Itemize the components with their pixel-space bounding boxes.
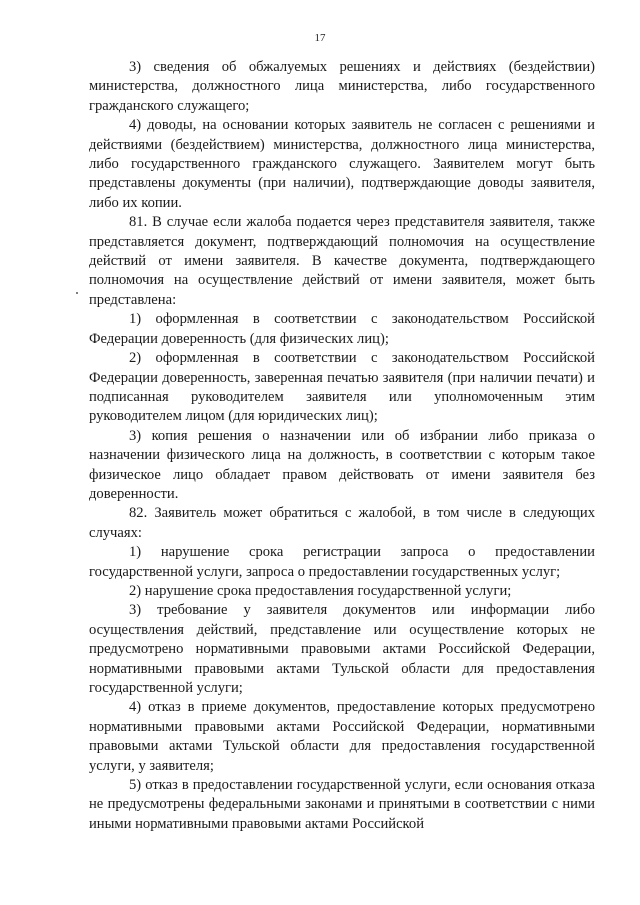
- paragraph-clause-81-item-2: 2) оформленная в соответствии с законодательством Российской Федерации доверенность, заверенная печатью заявителя (при наличии печати) и подписанная руководителем заявителя или уполномоченным этим руководителем лицом (для юридических лиц);: [89, 350, 595, 425]
- paragraph-clause-82-item-1: 1) нарушение срока регистрации запроса о предоставлении государственной услуги, запроса о предоставлении государственных услуг;: [89, 544, 595, 580]
- paragraph-clause-82-item-2: 2) нарушение срока предоставления государственной услуги;: [129, 582, 512, 599]
- page-number: 17: [314, 32, 326, 44]
- paragraph-clause-81-item-3: 3) копия решения о назначении или об избрании либо приказа о назначении физического лица на должность, в соответствии с которым такое физическое лицо обладает правом действовать от имени заявителя без доверенности.: [89, 427, 595, 502]
- document-body: [89, 58, 595, 834]
- scan-speck: [76, 292, 78, 294]
- paragraph-complaint-item-3: 3) сведения об обжалуемых решениях и действиях (бездействии) министерства, должностного лица министерства, либо государственного гражданского служащего;: [89, 59, 595, 114]
- paragraph-clause-82-item-4: 4) отказ в приеме документов, предоставление которых предусмотрено нормативными правовыми актами Российской Федерации, нормативными правовыми актами Тульской области для предоставления государственной услуги, у заявителя;: [89, 699, 595, 774]
- paragraph-complaint-item-4: 4) доводы, на основании которых заявитель не согласен с решениями и действиями (бездействием) министерства, должностного лица министерства, либо государственного гражданского служащего. Заявителем могут быть представлены документы (при наличии), подтверждающие доводы заявителя, либо их копии.: [89, 117, 595, 211]
- paragraph-clause-81-item-1: 1) оформленная в соответствии с законодательством Российской Федерации доверенность (для физических лиц);: [89, 311, 595, 347]
- paragraph-clause-82-item-5: 5) отказ в предоставлении государственной услуги, если основания отказа не предусмотрены федеральными законами и принятыми в соответствии с ними иными нормативными правовыми актами Российской: [89, 777, 595, 832]
- paragraph-clause-82-item-3: 3) требование у заявителя документов или информации либо осуществления действий, представление или осуществление которых не предусмотрено нормативными правовыми актами Российской Федерации, нормативными правовыми актами Тульской области для предоставления государственной услуги;: [89, 602, 595, 696]
- paragraph-clause-81: 81. В случае если жалоба подается через представителя заявителя, также представляется документ, подтверждающий полномочия на осуществление действий от имени заявителя. В качестве документа, подтверждающего полномочия на осуществление действий от имени заявителя, может быть представлена:: [89, 214, 595, 308]
- paragraph-clause-82: 82. Заявитель может обратиться с жалобой, в том числе в следующих случаях:: [89, 505, 595, 541]
